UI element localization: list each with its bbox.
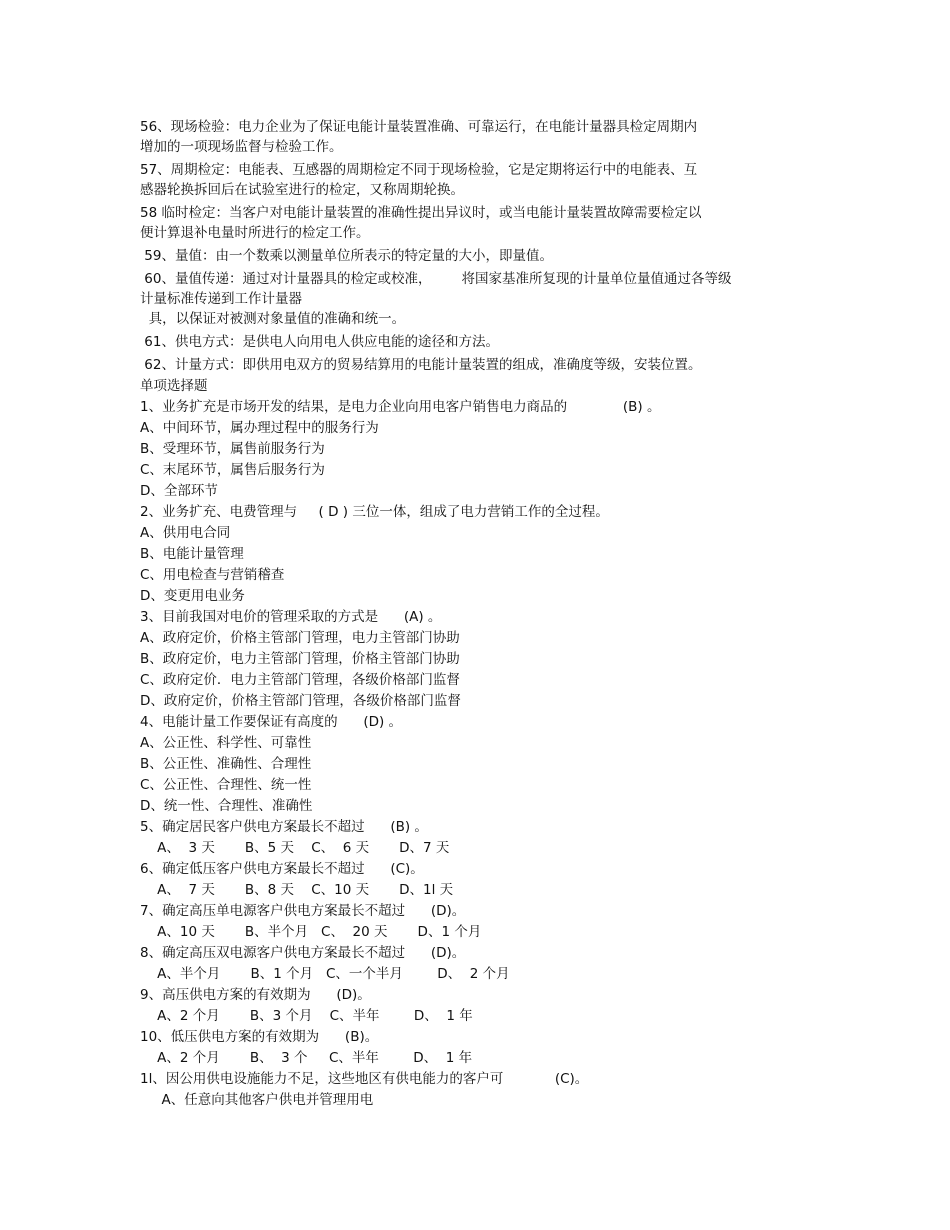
answer-options-inline: A、 3 天 B、5 天 C、 6 天 D、7 天 [140, 840, 450, 856]
answer-options-inline: A、10 天 B、半个月 C、 20 天 D、1 个月 [140, 924, 482, 940]
definition-line: 增加的一项现场监督与检验工作。 [140, 139, 343, 155]
definition-line: 59、量值：由一个数乘以测量单位所表示的特定量的大小，即量值。 [140, 248, 553, 264]
section-title: 单项选择题 [140, 378, 208, 394]
question-text: 1、业务扩充是市场开发的结果，是电力企业向用电客户销售电力商品的 (B) 。 [140, 399, 661, 415]
answer-option: B、公正性、准确性、合理性 [140, 756, 312, 772]
answer-options-inline: A、 7 天 B、8 天 C、10 天 D、1l 天 [140, 882, 454, 898]
answer-option: C、政府定价．电力主管部门管理，各级价格部门监督 [140, 672, 460, 688]
definition-line: 62、计量方式：即供用电双方的贸易结算用的电能计量装置的组成，准确度等级，安装位置。 [140, 357, 702, 373]
definition-line: 感器轮换拆回后在试验室进行的检定，又称周期轮换。 [140, 182, 464, 198]
answer-option: C、公正性、合理性、统一性 [140, 777, 312, 793]
question-text: 6、确定低压客户供电方案最长不超过 (C)。 [140, 861, 424, 877]
definition-line: 61、供电方式：是供电人向用电人供应电能的途径和方法。 [140, 334, 499, 350]
question-text: 4、电能计量工作要保证有高度的 (D) 。 [140, 714, 403, 730]
answer-option: B、电能计量管理 [140, 546, 244, 562]
answer-option: A、政府定价，价格主管部门管理，电力主管部门协助 [140, 630, 460, 646]
definition-line: 56、现场检验：电力企业为了保证电能计量装置准确、可靠运行，在电能计量器具检定周期内 [140, 119, 698, 135]
question-text: 8、确定高压双电源客户供电方案最长不超过 (D)。 [140, 945, 466, 961]
question-text: 1l、因公用供电设施能力不足，这些地区有供电能力的客户可 (C)。 [140, 1071, 589, 1087]
question-text: 9、高压供电方案的有效期为 (D)。 [140, 987, 371, 1003]
answer-option: C、用电检查与营销稽查 [140, 567, 285, 583]
answer-options-inline: A、2 个月 B、3 个月 C、半年 D、 1 年 [140, 1008, 473, 1024]
answer-option: A、公正性、科学性、可靠性 [140, 735, 312, 751]
definition-line: 具，以保证对被测对象量值的准确和统一。 [140, 311, 406, 327]
answer-option: D、统一性、合理性、准确性 [140, 798, 313, 814]
question-text: 7、确定高压单电源客户供电方案最长不超过 (D)。 [140, 903, 466, 919]
definition-line: 计量标准传递到工作计量器 [140, 291, 302, 307]
definition-line: 57、周期检定：电能表、互感器的周期检定不同于现场检验，它是定期将运行中的电能表、互 [140, 162, 698, 178]
answer-options-inline: A、半个月 B、1 个月 C、一个半月 D、 2 个月 [140, 966, 510, 982]
answer-option: D、全部环节 [140, 483, 218, 499]
definition-line: 便计算退补电量时所进行的检定工作。 [140, 225, 370, 241]
question-text: 5、确定居民客户供电方案最长不超过 (B) 。 [140, 819, 428, 835]
definition-line: 58 临时检定：当客户对电能计量装置的准确性提出异议时，或当电能计量装置故障需要检定以 [140, 205, 702, 221]
answer-option: A、供用电合同 [140, 525, 231, 541]
answer-option: C、末尾环节，属售后服务行为 [140, 462, 325, 478]
answer-options-inline: A、2 个月 B、 3 个 C、半年 D、 1 年 [140, 1050, 473, 1066]
question-text: 2、业务扩充、电费管理与 ( D ) 三位一体，组成了电力营销工作的全过程。 [140, 504, 609, 520]
answer-option: D、政府定价，价格主管部门管理，各级价格部门监督 [140, 693, 461, 709]
question-text: 10、低压供电方案的有效期为 (B)。 [140, 1029, 379, 1045]
question-text: 3、目前我国对电价的管理采取的方式是 (A) 。 [140, 609, 442, 625]
answer-option: B、受理环节，属售前服务行为 [140, 441, 325, 457]
answer-option: D、变更用电业务 [140, 588, 245, 604]
answer-option: B、政府定价，电力主管部门管理，价格主管部门协助 [140, 651, 460, 667]
answer-options-inline: A、任意向其他客户供电并管理用电 [140, 1092, 374, 1108]
definition-line: 60、量值传递：通过对计量器具的检定或校准， 将国家基准所复现的计量单位量值通过各等级 [140, 271, 732, 287]
answer-option: A、中间环节，属办理过程中的服务行为 [140, 420, 379, 436]
